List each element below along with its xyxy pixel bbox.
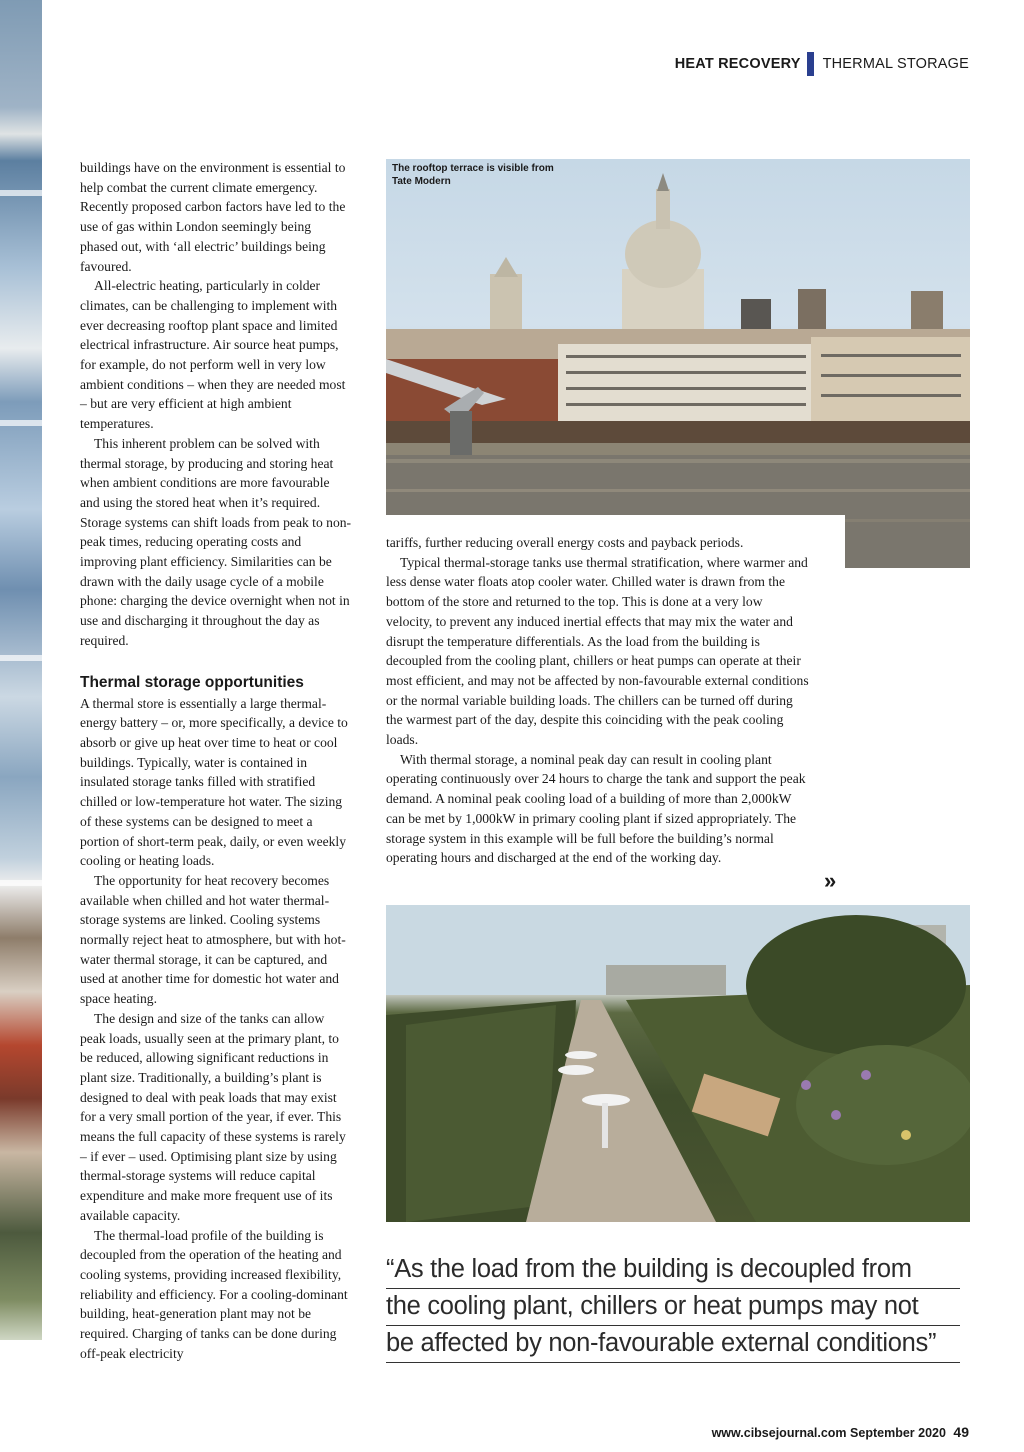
paragraph: With thermal storage, a nominal peak day can result in cooling plant operating continuously over 24 hours to charge the tank and support the peak demand. A nominal peak cooling load of a building of more than 2,000kW can be met by 1,000kW in primary cooling plant if sized appropriately. The storage system in this example will be full before the building’s normal operating hours and discharged at the end of the working day. bbox=[386, 751, 806, 866]
footer-url: www.cibsejournal.com bbox=[711, 1426, 847, 1440]
paragraph: The thermal-load profile of the building is decoupled from the operation of the heating and cooling systems, providing increased flexibility, reliability and efficiency. For a cooling-dominant building, heat-generation plant may not be required. Charging of tanks can be done during off-peak electricity bbox=[80, 1227, 348, 1361]
photo-rooftop-garden-illustration bbox=[386, 905, 970, 1222]
paragraph: Typical thermal-storage tanks use thermal stratification, where warmer and less dense water floats atop cooler water. Chilled water is drawn from the bottom of the store and returned to the top. This is done at a very low velocity, to prevent any induced inertial effects that may mix the water and disrupt the temperature differentials. As the load from the building is decoupled from the cooling plant, chillers or heat pumps can operate at their most efficient, and may not be affected by non-favourable external conditions or the normal variable building loads. The chillers can be turned off during the warmest part of the day, despite this coinciding with the peak cooling loads. bbox=[386, 554, 809, 748]
paragraph: A thermal store is essentially a large thermal-energy battery – or, more specifically, a device to absorb or give up heat over time to heat or cool buildings. Typically, water is contained in insulated storage tanks filled with stratified chilled or low-temperature hot water. The sizing of these systems can be designed to meet a portion of short-term peak, daily, or even weekly cooling or heating loads. bbox=[80, 695, 348, 869]
photo-st-pauls-riverside bbox=[386, 159, 970, 568]
section-divider-bar bbox=[807, 52, 814, 76]
section-heading: Thermal storage opportunities bbox=[80, 673, 304, 691]
running-head bbox=[675, 52, 969, 76]
pull-quote-line: the cooling plant, chillers or heat pumps may not bbox=[386, 1289, 960, 1326]
photo-rooftop-garden bbox=[386, 905, 970, 1222]
paragraph: The design and size of the tanks can allow peak loads, usually seen at the primary plant, to be reduced, allowing significant reductions in plant size. Traditionally, a building’s plant is designed to deal with peak loads that may exist for a very small portion of the year, if ever. This means the full capacity of these systems is rarely – if ever – used. Optimising plant size by using thermal-storage systems will reduce capital expenditure and make more frequent use of its available capacity. bbox=[80, 1010, 346, 1223]
page-footer bbox=[712, 1424, 969, 1440]
paragraph: buildings have on the environment is essential to help combat the current climate emergency. Recently proposed carbon factors have led to the use of gas within London seemingly being phased out, with ‘all electric’ buildings being favoured. bbox=[80, 160, 346, 274]
page-number: 49 bbox=[953, 1424, 969, 1440]
pull-quote-line: “As the load from the building is decoupled from bbox=[386, 1252, 960, 1289]
section-label: HEAT RECOVERY bbox=[674, 56, 801, 72]
left-edge-image bbox=[0, 0, 42, 1340]
photo-caption: The rooftop terrace is visible from Tate Modern bbox=[392, 163, 554, 187]
left-text-column bbox=[80, 158, 352, 1363]
paragraph: All-electric heating, particularly in colder climates, can be challenging to implement with ever decreasing rooftop plant space and limited electrical infrastructure. Air source heat pumps, for example, do not perform well in very low ambient conditions – when they are needed most – but are very efficient at high ambient temperatures. bbox=[80, 278, 346, 432]
topic-label: THERMAL STORAGE bbox=[822, 56, 969, 72]
paragraph: tariffs, further reducing overall energy costs and payback periods. bbox=[386, 535, 744, 550]
pull-quote bbox=[386, 1252, 960, 1363]
photo-st-pauls-illustration bbox=[386, 159, 970, 568]
paragraph: The opportunity for heat recovery becomes available when chilled and hot water thermal-storage systems are linked. Cooling systems normally reject heat to atmosphere, but with hot-water thermal storage, it can be captured, and used at another time for domestic hot water and space heating. bbox=[80, 872, 346, 1007]
paragraph: This inherent problem can be solved with thermal storage, by producing and storing heat when ambient conditions are more favourable and using the stored heat when it’s required. Storage systems can shift loads from peak to non-peak times, reducing operating costs and improving plant efficiency. Similarities can be drawn with the daily usage cycle of a mobile phone: charging the device overnight when not in use and discharging it throughout the day as required. bbox=[80, 435, 352, 648]
pull-quote-line: be affected by non-favourable external conditions” bbox=[386, 1326, 960, 1363]
footer-date: September 2020 bbox=[850, 1426, 946, 1440]
middle-text-column bbox=[386, 533, 812, 868]
continue-arrow-icon: » bbox=[824, 868, 837, 893]
